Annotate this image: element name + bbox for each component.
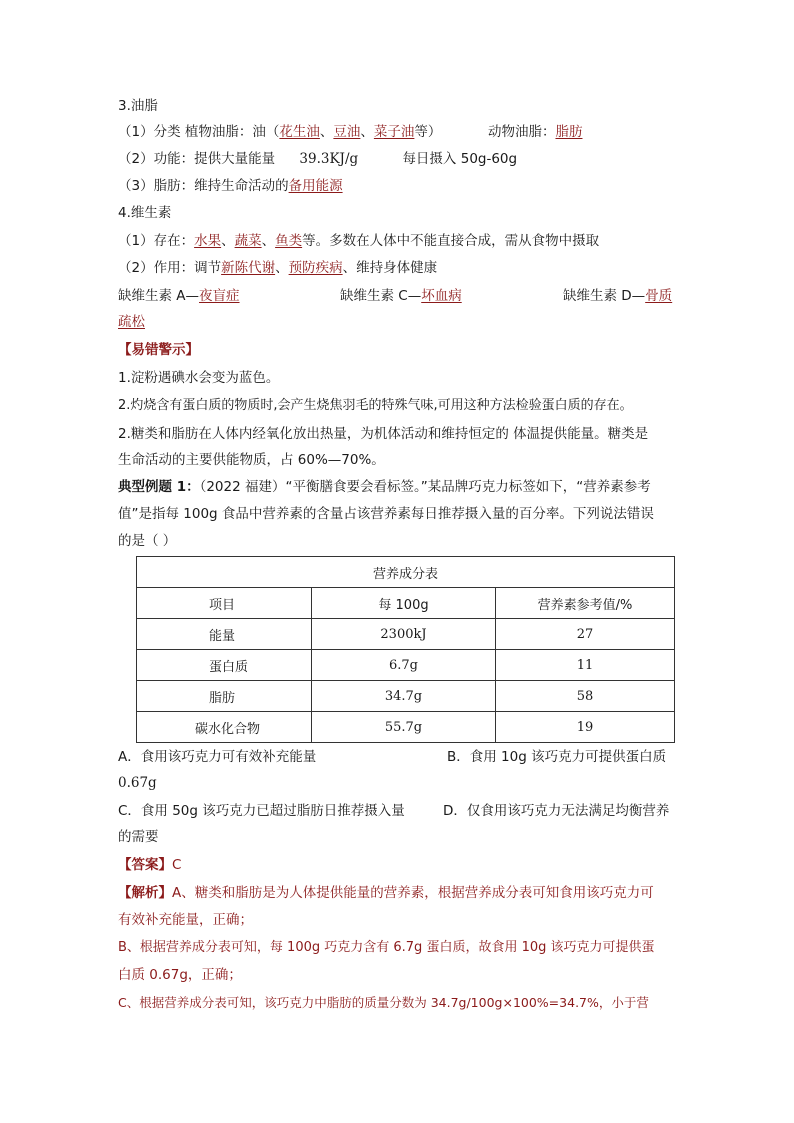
oil-veg-2: 豆油	[333, 124, 361, 140]
oil-class-suffix: 等）	[414, 124, 442, 140]
vitamin-lack-d	[563, 286, 672, 306]
vitamin-exist-sep-1: 、	[221, 233, 235, 249]
vitamin-role-suffix: 、维持身体健康	[342, 260, 438, 276]
oil-animal-label: 动物油脂：	[487, 124, 556, 140]
vitamin-lack-c-value: 坏血病	[421, 288, 462, 304]
vitamin-heading: 4.维生素	[118, 205, 172, 221]
table-row	[137, 619, 675, 650]
table-header-per100g: 每 100g	[312, 588, 496, 619]
oil-function	[118, 149, 517, 169]
vitamin-role	[118, 258, 437, 278]
table-cell: 11	[496, 650, 675, 681]
vitamin-lack-d-value-cont: 疏松	[118, 314, 145, 330]
table-cell: 脂肪	[137, 681, 312, 712]
table-cell: 能量	[137, 619, 312, 650]
vitamin-exist-1: 水果	[194, 233, 222, 249]
oil-animal-value: 脂肪	[555, 124, 583, 140]
analysis-b-line-2: 白质 0.67g，正确；	[118, 967, 242, 983]
analysis-b-line-1: B、根据营养成分表可知，每 100g 巧克力含有 6.7g 蛋白质，故食用 10g 该巧克力可提供蛋	[118, 940, 655, 955]
example-line-3: 的是（ ）	[118, 533, 177, 549]
oil-classification	[118, 122, 582, 142]
table-cell: 蛋白质	[137, 650, 312, 681]
vitamin-lack-a-value: 夜盲症	[199, 288, 240, 304]
table-cell: 34.7g	[312, 681, 496, 712]
oil-fat-prefix: （3）脂肪：维持生命活动的	[118, 178, 289, 194]
warning-item-3-line-2: 生命活动的主要供能物质，占 60%—70%。	[118, 452, 385, 468]
table-cell: 6.7g	[312, 650, 496, 681]
example-line-1	[118, 477, 651, 497]
table-row	[137, 712, 675, 743]
table-cell: 27	[496, 619, 675, 650]
table-row	[137, 650, 675, 681]
example-line-2: 值”是指每 100g 食品中营养素的含量占该营养素每日推荐摄入量的百分率。下列说法错误	[118, 506, 654, 522]
vitamin-lack-c	[340, 286, 462, 306]
oil-function-label: （2）功能：提供大量能量	[118, 151, 276, 167]
option-a: A．食用该巧克力可有效补充能量	[118, 749, 317, 765]
vitamin-role-sep: 、	[275, 260, 289, 276]
nutrition-table-title-row	[137, 557, 675, 588]
oil-veg-1: 花生油	[279, 124, 320, 140]
vitamin-lack-d-value: 骨质	[645, 288, 673, 304]
oil-sep-2: 、	[360, 124, 374, 140]
vitamin-exist-2: 蔬菜	[234, 233, 262, 249]
table-header-reference: 营养素参考值/%	[496, 588, 675, 619]
option-b: B．食用 10g 该巧克力可提供蛋白质	[447, 749, 667, 765]
answer-value: C	[172, 857, 182, 873]
option-d-cont: 的需要	[118, 829, 159, 845]
vitamin-lack-d-label: 缺维生素 D—	[563, 288, 646, 304]
vitamin-lack-a	[118, 286, 240, 306]
nutrition-table-header-row	[137, 588, 675, 619]
table-row	[137, 681, 675, 712]
vitamin-exist-suffix: 等。多数在人体中不能直接合成，需从食物中摄取	[302, 233, 600, 249]
vitamin-exist-prefix: （1）存在：	[118, 233, 195, 249]
analysis-c-line-1: C、根据营养成分表可知，该巧克力中脂肪的质量分数为 34.7g/100g×100%=34.7%，小于营	[118, 995, 649, 1010]
warning-title: 【易错警示】	[118, 342, 199, 358]
vitamin-lack-d-cont	[118, 312, 145, 332]
vitamin-exist-3: 鱼类	[275, 233, 303, 249]
nutrition-table	[136, 556, 675, 743]
example-text-1: （2022 福建）“平衡膳食要会看标签。”某品牌巧克力标签如下，“营养素参考	[199, 479, 651, 495]
option-d: D．仅食用该巧克力无法满足均衡营养	[443, 803, 670, 819]
oil-sep-1: 、	[319, 124, 334, 140]
warning-item-2: 2.灼烧含有蛋白质的物质时,会产生烧焦羽毛的特殊气味,可用这种方法检验蛋白质的存在。	[118, 398, 633, 413]
table-cell: 55.7g	[312, 712, 496, 743]
vitamin-exist-sep-2: 、	[261, 233, 276, 249]
table-cell: 58	[496, 681, 675, 712]
vitamin-role-2: 预防疾病	[288, 260, 343, 276]
analysis-label: 【解析】	[118, 885, 172, 901]
vitamin-lack-a-label: 缺维生素 A—	[118, 288, 200, 304]
oil-veg-3: 菜子油	[373, 124, 415, 140]
vitamin-existence	[118, 231, 599, 251]
vitamin-role-prefix: （2）作用：调节	[118, 260, 222, 276]
analysis-a-text-1: A、糖类和脂肪是为人体提供能量的营养素，根据营养成分表可知食用该巧克力可	[172, 885, 654, 901]
vitamin-lack-c-label: 缺维生素 C—	[340, 288, 422, 304]
table-cell: 碳水化合物	[137, 712, 312, 743]
table-cell: 19	[496, 712, 675, 743]
oil-function-intake: 每日摄入 50g-60g	[402, 151, 518, 167]
nutrition-table-title: 营养成分表	[137, 557, 675, 588]
answer-label: 【答案】	[118, 857, 172, 873]
option-c: C．食用 50g 该巧克力已超过脂肪日推荐摄入量	[118, 803, 405, 819]
option-b-cont: 0.67g	[118, 775, 157, 791]
oil-fat-value: 备用能源	[288, 178, 343, 194]
table-cell: 2300kJ	[312, 619, 496, 650]
analysis-a-line-1	[118, 883, 654, 903]
table-header-item: 项目	[137, 588, 312, 619]
answer	[118, 855, 181, 875]
oil-function-energy: 39.3KJ/g	[299, 151, 359, 167]
analysis-a-line-2: 有效补充能量，正确；	[118, 912, 253, 928]
oil-heading: 3.油脂	[118, 98, 158, 114]
oil-class-prefix: （1）分类 植物油脂：油（	[118, 124, 280, 140]
warning-item-3-line-1: 2.糖类和脂肪在人体内经氧化放出热量，为机体活动和维持恒定的 体温提供能量。糖类是	[118, 426, 649, 442]
vitamin-role-1: 新陈代谢	[221, 260, 276, 276]
warning-item-1: 1.淀粉遇碘水会变为蓝色。	[118, 370, 280, 386]
oil-fat	[118, 176, 343, 196]
example-label: 典型例题 1：	[118, 479, 200, 495]
